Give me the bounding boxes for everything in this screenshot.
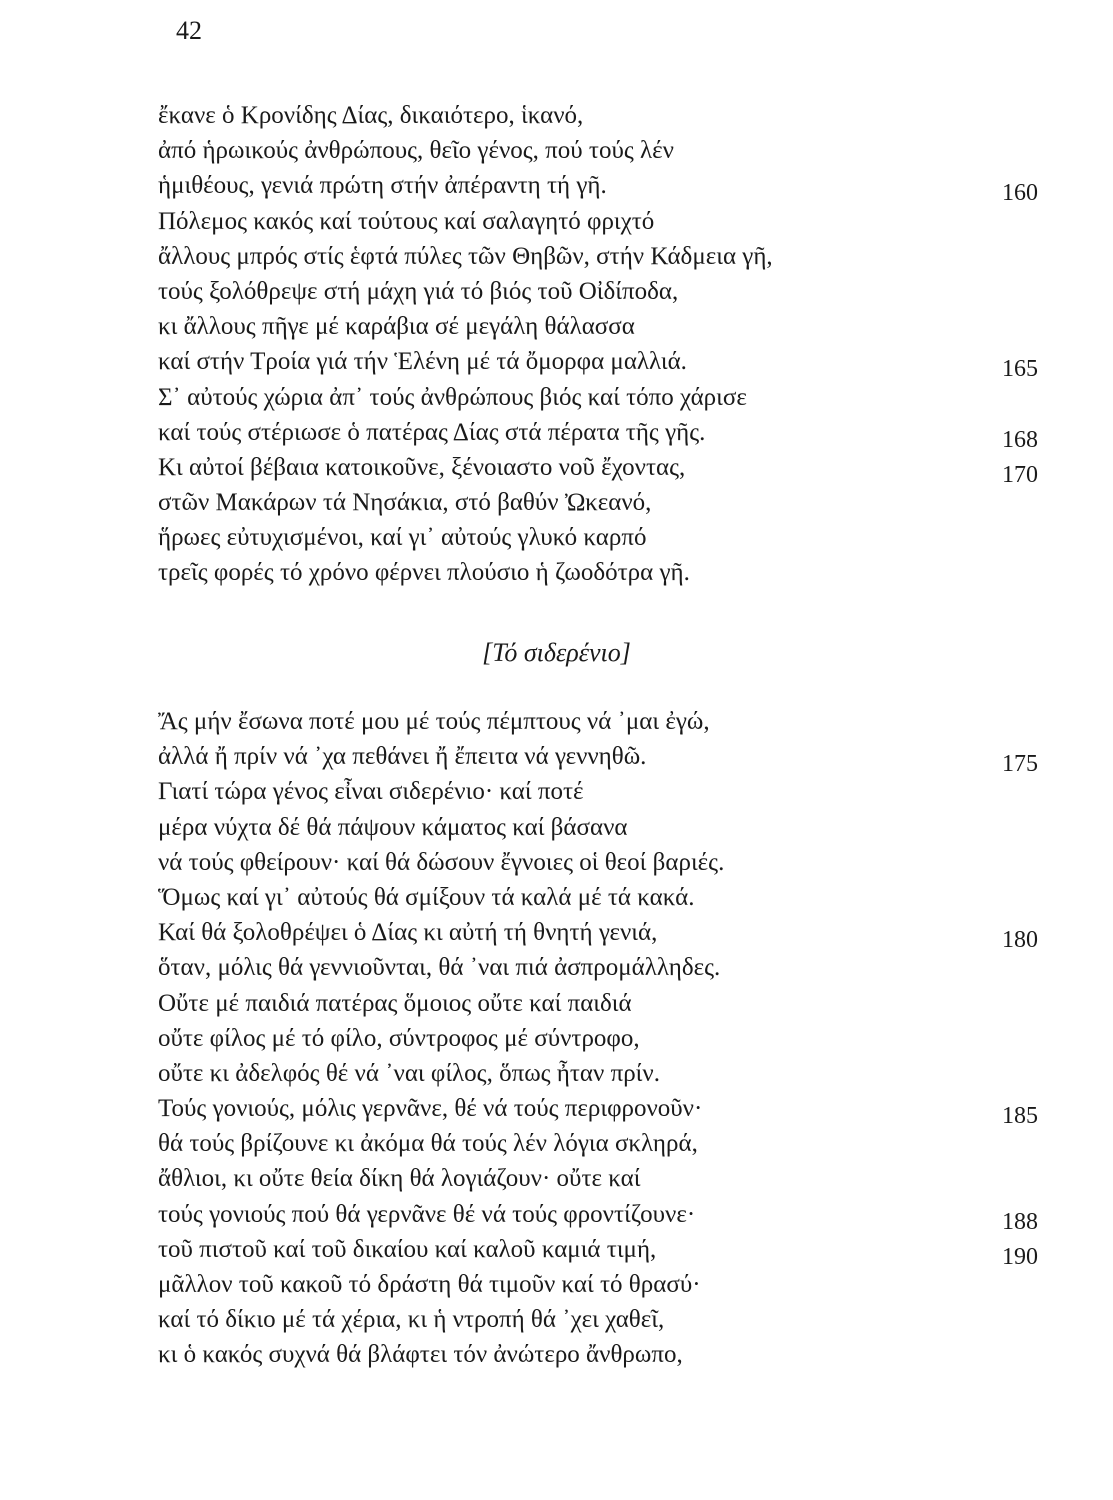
verse-text: θά τούς βρίζουνε κι ἀκόμα θά τούς λέν λόγια σκληρά, (158, 1130, 698, 1158)
page-number: 42 (176, 16, 202, 45)
line-number: 160 (1002, 180, 1038, 207)
verse-line (158, 168, 1038, 207)
verse-line (158, 1126, 1038, 1161)
verse-line (158, 810, 1038, 845)
verse-text: ἄλλους μπρός στίς ἑφτά πύλες τῶν Θηβῶν, στήν Κάδμεια γῆ, (158, 242, 773, 270)
verse-line (158, 1232, 1038, 1270)
verse-text: κι ἄλλους πῆγε μέ καράβια σέ μεγάλη θάλασσα (158, 313, 635, 341)
verse-text: ἄθλιοι, κι οὔτε θεία δίκη θά λογιάζουν· οὔτε καί (158, 1165, 641, 1193)
verse-text: Τούς γονιούς, μόλις γερνᾶνε, θέ νά τούς περιφρονοῦν· (158, 1095, 703, 1123)
verse-text: οὔτε κι ἀδελφός θέ νά ᾽ναι φίλος, ὅπως ἦταν πρίν. (158, 1059, 660, 1087)
verse-text: Σ᾽ αὐτούς χώρια ἀπ᾽ τούς ἀνθρώπους βιός καί τόπο χάρισε (158, 383, 747, 411)
verse-text: Γιατί τώρα γένος εἶναι σιδερένιο· καί ποτέ (158, 778, 584, 806)
verse-line (158, 1302, 1038, 1337)
verse-text: κι ὁ κακός συχνά θά βλάφτει τόν ἀνώτερο ἄνθρωπο, (158, 1341, 683, 1369)
verse-text: Καί θά ξολοθρέψει ὁ Δίας κι αὐτή τή θνητή γενιά, (158, 919, 658, 947)
verse-text: οὔτε φίλος μέ τό φίλο, σύντροφος μέ σύντροφο, (158, 1024, 640, 1052)
verse-line (158, 950, 1038, 985)
verse-line (158, 1161, 1038, 1196)
verse-line (158, 915, 1038, 954)
line-number: 170 (1002, 461, 1038, 488)
verse-line (158, 380, 1038, 415)
verse-line (158, 309, 1038, 344)
verse-text: τούς ξολόθρεψε στή μάχη γιά τό βιός τοῦ Οἰδίποδα, (158, 277, 679, 305)
section-title: [Τό σιδερένιο] (482, 638, 631, 667)
stanza-heroic-age (158, 98, 1038, 591)
verse-text: ἀλλά ἤ πρίν νά ᾽χα πεθάνει ἤ ἔπειτα νά γεννηθῶ. (158, 743, 647, 771)
verse-line (158, 774, 1038, 809)
line-number: 190 (1002, 1243, 1038, 1270)
stanza-iron-age (158, 704, 1038, 1373)
line-number: 188 (1002, 1208, 1038, 1235)
verse-line (158, 204, 1038, 239)
verse-line (158, 1091, 1038, 1130)
verse-line (158, 485, 1038, 520)
verse-text: τρεῖς φορές τό χρόνο φέρνει πλούσιο ἡ ζωοδότρα γῆ. (158, 559, 690, 587)
verse-text: ὅταν, μόλις θά γεννιοῦνται, θά ᾽ναι πιά ἀσπρομάλληδες. (158, 954, 721, 982)
verse-text: στῶν Μακάρων τά Νησάκια, στό βαθύν Ὠκεανό, (158, 489, 652, 517)
verse-line (158, 845, 1038, 880)
verse-line (158, 133, 1038, 168)
verse-text: ἥρωες εὐτυχισμένοι, καί γι᾽ αὐτούς γλυκό καρπό (158, 524, 647, 552)
verse-line (158, 739, 1038, 778)
verse-line (158, 1267, 1038, 1302)
verse-text: τοῦ πιστοῦ καί τοῦ δικαίου καί καλοῦ καμιά τιμή, (158, 1235, 657, 1263)
verse-text: καί τούς στέριωσε ὁ πατέρας Δίας στά πέρατα τῆς γῆς. (158, 418, 706, 446)
verse-line (158, 704, 1038, 739)
verse-line (158, 1056, 1038, 1091)
verse-line (158, 880, 1038, 915)
verse-text: Κι αὐτοί βέβαια κατοικοῦνε, ξένοιαστο νοῦ ἔχοντας, (158, 453, 686, 481)
verse-text: Πόλεμος κακός καί τούτους καί σαλαγητό φριχτό (158, 207, 655, 235)
verse-text: ἀπό ἡρωικούς ἀνθρώπους, θεῖο γένος, πού τούς λέν (158, 137, 674, 165)
verse-line (158, 520, 1038, 555)
verse-text: Ὅμως καί γι᾽ αὐτούς θά σμίξουν τά καλά μέ τά κακά. (158, 883, 695, 911)
verse-text: Οὔτε μέ παιδιά πατέρας ὅμοιος οὔτε καί παιδιά (158, 989, 632, 1017)
line-number: 165 (1002, 356, 1038, 383)
verse-line (158, 1021, 1038, 1056)
verse-line (158, 1197, 1038, 1235)
verse-line (158, 450, 1038, 488)
verse-line (158, 98, 1038, 133)
verse-text: μέρα νύχτα δέ θά πάψουν κάματος καί βάσανα (158, 813, 628, 841)
verse-line (158, 555, 1038, 590)
verse-text: ἡμιθέους, γενιά πρώτη στήν ἀπέραντη τή γῆ. (158, 172, 607, 200)
verse-line (158, 986, 1038, 1021)
line-number: 185 (1002, 1103, 1038, 1130)
verse-line (158, 415, 1038, 453)
verse-text: Ἄς μήν ἔσωνα ποτέ μου μέ τούς πέμπτους νά ᾽μαι ἐγώ, (158, 708, 710, 735)
line-number: 175 (1002, 751, 1038, 778)
verse-text: καί τό δίκιο μέ τά χέρια, κι ἡ ντροπή θά ᾽χει χαθεῖ, (158, 1306, 665, 1334)
line-number: 168 (1002, 426, 1038, 453)
verse-line (158, 344, 1038, 383)
verse-text: καί στήν Τροία γιά τήν Ἑλένη μέ τά ὄμορφα μαλλιά. (158, 348, 687, 376)
verse-line (158, 239, 1038, 274)
verse-text: μᾶλλον τοῦ κακοῦ τό δράστη θά τιμοῦν καί τό θρασύ· (158, 1271, 701, 1298)
verse-text: νά τούς φθείρουν· καί θά δώσουν ἔγνοιες οἱ θεοί βαριές. (158, 848, 725, 876)
verse-line (158, 1337, 1038, 1372)
verse-text: ἔκανε ὁ Κρονίδης Δίας, δικαιότερο, ἱκανό, (158, 102, 584, 129)
verse-text: τούς γονιούς πού θά γερνᾶνε θέ νά τούς φροντίζουνε· (158, 1200, 696, 1228)
verse-line (158, 274, 1038, 309)
line-number: 180 (1002, 927, 1038, 954)
